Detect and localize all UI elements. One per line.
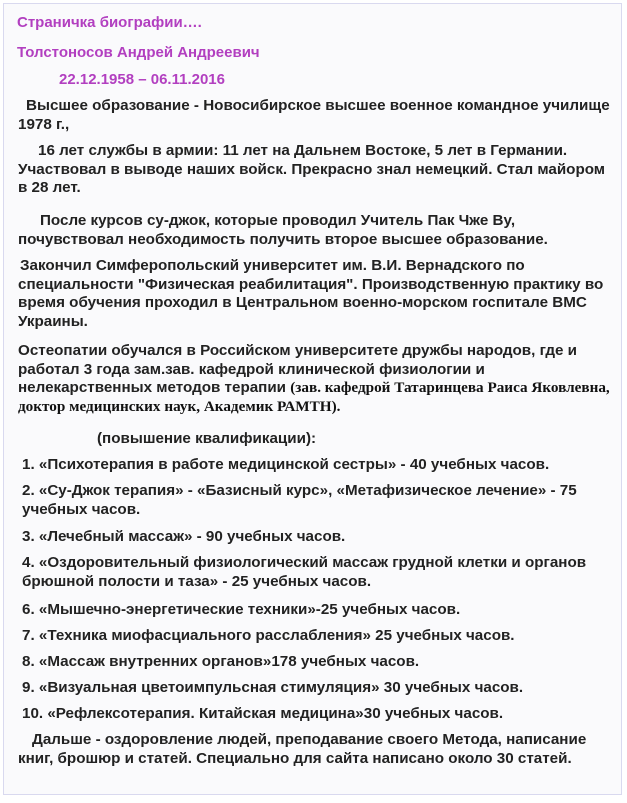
course-item: 8. «Массаж внутренних органов»178 учебных часов. [22, 653, 420, 670]
course-item: 7. «Техника миофасциального расслабления» 25 учебных часов. [22, 627, 515, 644]
university-paragraph: Закончил Симферопольский университет им. В.И. Вернадского по специальности "Физическая реабилитация". Производственную практику во время обучения проходил в Центральном военно-морском госпитале ВМС Украины. [18, 257, 604, 330]
education-paragraph: Высшее образование - Новосибирское высшее военное командное училище 1978 г., [18, 97, 610, 133]
department-head-note: (зав. кафедрой Татаринцева Раиса Яковлевна, доктор медицинских наук, Академик РАМТН). [18, 379, 610, 415]
course-item: 10. «Рефлексотерапия. Китайская медицина»30 учебных часов. [22, 705, 504, 722]
army-paragraph: 16 лет службы в армии: 11 лет на Дальнем Востоке, 5 лет в Германии. Участвовал в выводе наших войск. Прекрасно знал немецкий. Стал майором в 28 лет. [18, 142, 606, 196]
qualification-heading: (повышение квалификации): [97, 430, 317, 447]
course-item: 4. «Оздоровительный физиологический массаж грудной клетки и органов брюшной полости и таза» - 25 учебных часов. [22, 554, 587, 590]
course-item: 9. «Визуальная цветоимпульсная стимуляция» 30 учебных часов. [22, 679, 524, 696]
closing-paragraph: Дальше - оздоровление людей, преподавание своего Метода, написание книг, брошюр и статей. Специально для сайта написано около 30 статей. [18, 731, 587, 767]
biography-page [3, 3, 622, 795]
course-item: 6. «Мышечно-энергетические техники»-25 учебных часов. [22, 601, 461, 618]
course-item: 3. «Лечебный массаж» - 90 учебных часов. [22, 528, 346, 545]
page-label: Страничка биографии…. [17, 14, 202, 31]
course-item: 1. «Психотерапия в работе медицинской сестры» - 40 учебных часов. [22, 456, 550, 473]
life-dates: 22.12.1958 – 06.11.2016 [59, 71, 225, 88]
sujok-paragraph: После курсов су-джок, которые проводил Учитель Пак Чже Ву, почувствовал необходимость получить второе высшее образование. [18, 212, 548, 248]
osteopathy-text: Остеопатии обучался в Российском университете дружбы народов, где и работал 3 года зам.зав. кафедрой клинической физиологии и нелекарственных методов терапии [18, 342, 577, 396]
course-item: 2. «Су-Джок терапия» - «Базисный курс», «Метафизическое лечение» - 75 учебных часов. [22, 482, 577, 518]
person-name: Толстоносов Андрей Андреевич [17, 44, 260, 61]
osteopathy-paragraph [18, 342, 612, 416]
